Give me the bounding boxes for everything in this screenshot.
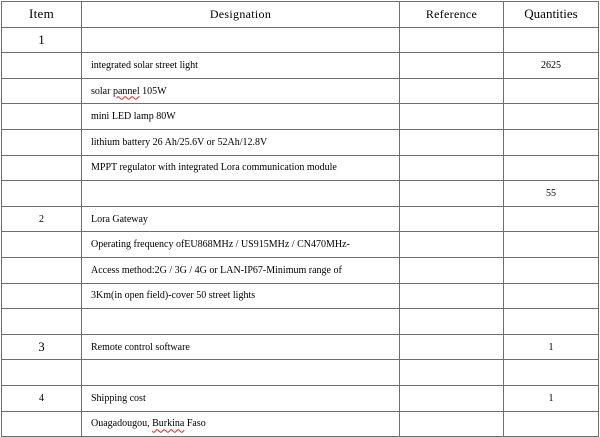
item-number	[2, 283, 82, 309]
quantity-cell	[504, 411, 599, 437]
quantity-cell: 55	[504, 181, 599, 207]
item-number: 4	[2, 385, 82, 411]
table-row	[2, 27, 599, 53]
designation-cell: Access method:2G / 3G / 4G or LAN-IP67-Minimum range of	[82, 257, 400, 283]
table-row	[2, 78, 599, 104]
item-number	[2, 360, 82, 386]
table-row	[2, 334, 599, 360]
header-quantities: Quantities	[504, 2, 599, 28]
item-number	[2, 411, 82, 437]
reference-cell	[400, 385, 504, 411]
table-row	[2, 104, 599, 130]
quantity-cell	[504, 155, 599, 181]
table-row	[2, 360, 599, 386]
designation-cell: integrated solar street light	[82, 53, 400, 79]
quantity-cell	[504, 232, 599, 258]
quantity-cell: 1	[504, 385, 599, 411]
table-row	[2, 129, 599, 155]
quantity-cell	[504, 283, 599, 309]
reference-cell	[400, 232, 504, 258]
reference-cell	[400, 411, 504, 437]
spellcheck-flagged-word: Burkina	[152, 418, 185, 430]
designation-cell: Shipping cost	[82, 385, 400, 411]
reference-cell	[400, 27, 504, 53]
table-row	[2, 53, 599, 79]
designation-cell	[82, 78, 400, 104]
quantity-cell: 1	[504, 334, 599, 360]
reference-cell	[400, 360, 504, 386]
table-row	[2, 206, 599, 232]
reference-cell	[400, 53, 504, 79]
designation-cell: MPPT regulator with integrated Lora communication module	[82, 155, 400, 181]
designation-cell: mini LED lamp 80W	[82, 104, 400, 130]
table-row	[2, 181, 599, 207]
designation-cell	[82, 181, 400, 207]
quantity-cell	[504, 104, 599, 130]
designation-cell: 3Km(in open field)-cover 50 street lights	[82, 283, 400, 309]
reference-cell	[400, 129, 504, 155]
table-row	[2, 309, 599, 335]
reference-cell	[400, 181, 504, 207]
item-number	[2, 232, 82, 258]
quantity-cell	[504, 360, 599, 386]
quantity-cell	[504, 129, 599, 155]
item-number	[2, 129, 82, 155]
item-number	[2, 181, 82, 207]
designation-cell	[82, 411, 400, 437]
item-number: 2	[2, 206, 82, 232]
reference-cell	[400, 78, 504, 104]
item-number	[2, 53, 82, 79]
item-number	[2, 155, 82, 181]
spellcheck-flagged-word: pannel	[112, 85, 140, 97]
table-row	[2, 411, 599, 437]
quantity-cell	[504, 206, 599, 232]
quantity-cell	[504, 27, 599, 53]
header-row	[2, 2, 599, 28]
item-number	[2, 78, 82, 104]
designation-cell	[82, 27, 400, 53]
quantity-cell	[504, 257, 599, 283]
designation-cell	[82, 309, 400, 335]
item-number: 3	[2, 334, 82, 360]
item-number	[2, 309, 82, 335]
reference-cell	[400, 334, 504, 360]
reference-cell	[400, 104, 504, 130]
table-row	[2, 232, 599, 258]
quantity-cell	[504, 78, 599, 104]
reference-cell	[400, 155, 504, 181]
header-reference: Reference	[400, 2, 504, 28]
header-item: Item	[2, 2, 82, 28]
designation-cell: Remote control software	[82, 334, 400, 360]
item-number	[2, 104, 82, 130]
item-number	[2, 257, 82, 283]
designation-cell: Lora Gateway	[82, 206, 400, 232]
designation-text: 105W	[139, 85, 167, 97]
designation-cell	[82, 360, 400, 386]
quantity-cell	[504, 309, 599, 335]
header-designation: Designation	[82, 2, 400, 28]
designation-cell: lithium battery 26 Ah/25.6V or 52Ah/12.8V	[82, 129, 400, 155]
table-row	[2, 283, 599, 309]
designation-text: solar	[91, 85, 113, 97]
designation-text: Ouagadougou,	[91, 418, 153, 430]
reference-cell	[400, 206, 504, 232]
table-row	[2, 155, 599, 181]
designation-cell: Operating frequency ofEU868MHz / US915MHz / CN470MHz-	[82, 232, 400, 258]
quotation-table	[1, 1, 599, 437]
designation-text: Faso	[184, 418, 206, 430]
table-row	[2, 257, 599, 283]
item-number: 1	[2, 27, 82, 53]
reference-cell	[400, 309, 504, 335]
reference-cell	[400, 283, 504, 309]
table-row	[2, 385, 599, 411]
quantity-cell: 2625	[504, 53, 599, 79]
reference-cell	[400, 257, 504, 283]
